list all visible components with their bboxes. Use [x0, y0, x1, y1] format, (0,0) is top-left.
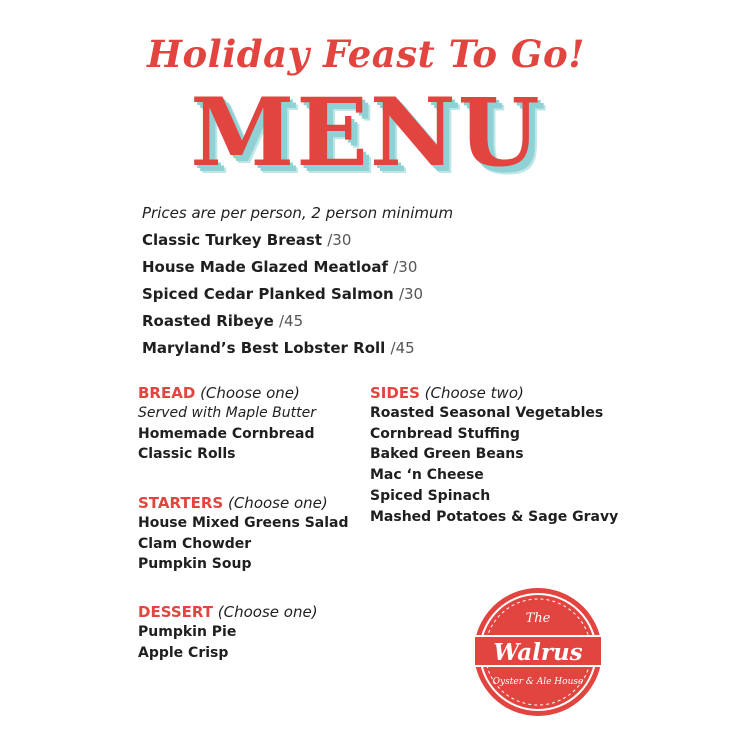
- sides-item: Cornbread Stuffing: [370, 426, 520, 442]
- headline: Holiday Feast To Go!: [147, 32, 585, 76]
- sides-item: Mashed Potatoes & Sage Gravy: [370, 509, 619, 525]
- starters-note: (Choose one): [227, 494, 328, 512]
- sides-item: Spiced Spinach: [370, 488, 491, 504]
- starters-title: STARTERS: [138, 494, 224, 512]
- bread-title: BREAD: [138, 384, 196, 402]
- dessert-heading: [138, 603, 318, 621]
- bread-note: (Choose one): [200, 384, 300, 402]
- dessert-item: Apple Crisp: [138, 645, 229, 661]
- main-item: [142, 285, 423, 303]
- main-item: [142, 231, 351, 249]
- sides-item: Roasted Seasonal Vegetables: [370, 405, 604, 421]
- starters-heading: [138, 494, 328, 512]
- main-item-price: /30: [327, 231, 352, 249]
- main-item-price: /30: [398, 285, 424, 303]
- main-item-price: /30: [393, 258, 418, 276]
- main-item-name: Spiced Cedar Planked Salmon: [142, 285, 394, 303]
- starters-item: Clam Chowder: [138, 536, 252, 552]
- menu-title: MENU: [190, 78, 542, 188]
- sides-item: Mac ‘n Cheese: [370, 467, 484, 483]
- logo-name: Walrus: [493, 639, 583, 666]
- logo-bottom-text: Oyster & Ale House: [492, 677, 584, 687]
- bread-item: Homemade Cornbread: [138, 426, 315, 442]
- main-item: [142, 258, 417, 276]
- bread-subnote: Served with Maple Butter: [138, 405, 316, 421]
- dessert-title: DESSERT: [138, 603, 213, 621]
- main-item-name: Classic Turkey Breast: [142, 231, 323, 249]
- starters-item: House Mixed Greens Salad: [138, 515, 349, 531]
- price-note: Prices are per person, 2 person minimum: [142, 204, 454, 222]
- main-item: [142, 339, 415, 357]
- bread-item: Classic Rolls: [138, 446, 236, 462]
- main-item-price: /45: [279, 312, 304, 330]
- sides-item: Baked Green Beans: [370, 446, 524, 462]
- sides-title: SIDES: [370, 384, 420, 402]
- bread-heading: [138, 384, 300, 402]
- main-item-name: Maryland’s Best Lobster Roll: [142, 339, 386, 357]
- starters-item: Pumpkin Soup: [138, 556, 252, 572]
- dessert-item: Pumpkin Pie: [138, 624, 237, 640]
- logo-top-text: The: [525, 611, 551, 626]
- main-item-price: /45: [390, 339, 415, 357]
- dessert-note: (Choose one): [217, 603, 318, 621]
- walrus-logo: [470, 584, 606, 720]
- sides-heading: [370, 384, 524, 402]
- main-item-name: House Made Glazed Meatloaf: [142, 258, 388, 276]
- main-item: [142, 312, 303, 330]
- sides-note: (Choose two): [424, 384, 524, 402]
- main-item-name: Roasted Ribeye: [142, 312, 274, 330]
